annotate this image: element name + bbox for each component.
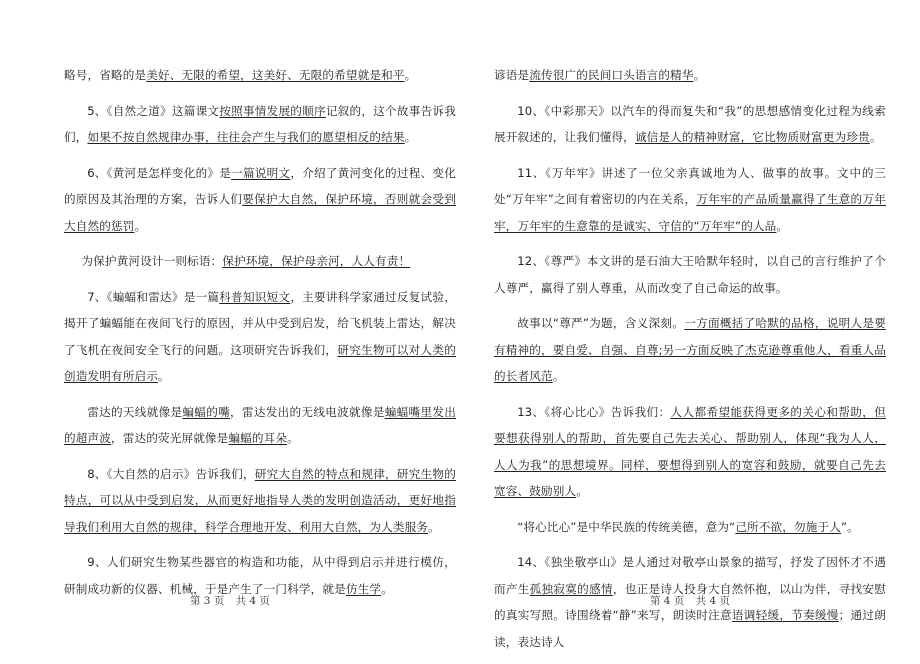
underlined-phrase: 科普知识短文 bbox=[219, 289, 291, 304]
paragraph bbox=[64, 98, 456, 151]
underlined-phrase: 蝙蝠的嘴 bbox=[182, 404, 231, 419]
paragraph bbox=[494, 98, 886, 151]
text-run: 。 bbox=[404, 130, 417, 144]
page-total: 共 4 页 bbox=[695, 595, 731, 607]
underlined-phrase: 蝙蝠的耳朵 bbox=[228, 431, 288, 445]
underlined-phrase: 流传很广的民间口头语言的精华 bbox=[529, 68, 694, 82]
text-run: ”。 bbox=[841, 519, 859, 534]
text-run: 。 bbox=[157, 369, 170, 383]
text-run: 。 bbox=[576, 484, 588, 498]
text-run: 。 bbox=[693, 68, 706, 82]
text-run: ，雷达发出的无线电波就像是 bbox=[230, 404, 385, 419]
underlined-phrase: 万年牢的产品质量赢得了生意的万年牢，万年牢的生意靠的是诚实、守信的“万年牢”的人品 bbox=[494, 192, 886, 233]
text-run: 。 bbox=[428, 519, 440, 534]
text-run: 7、《蝙蝠和雷达》是一篇 bbox=[87, 289, 220, 304]
text-column bbox=[494, 62, 886, 664]
text-run: 谚语是 bbox=[494, 68, 530, 82]
page-total: 共 4 页 bbox=[235, 595, 271, 607]
text-run: 。 bbox=[381, 581, 393, 596]
text-run: 记叙的，这个故事告诉我们， bbox=[64, 103, 456, 144]
paragraph bbox=[64, 399, 456, 452]
text-column bbox=[64, 62, 456, 611]
paragraph bbox=[494, 399, 886, 505]
text-run: 10、《中彩那天》以汽车的得而复失和“我”的思想感情变化过程为线索展开叙述的，让我们懂得， bbox=[494, 103, 886, 144]
underlined-phrase: 按照事情发展的顺序 bbox=[219, 103, 326, 118]
text-run: 。 bbox=[776, 218, 789, 233]
text-run: 5、《自然之道》这篇课文 bbox=[87, 103, 220, 118]
paragraph bbox=[64, 160, 456, 240]
text-run: 略号，省略的是 bbox=[64, 68, 147, 82]
underlined-phrase: 保护环境，保护母亲河，人人有责！ bbox=[222, 254, 411, 268]
text-run: 12、《尊严》本文讲的是石油大王哈默年轻时，以自己的言行维护了个人尊严，赢得了别人尊重，从而改变了自己命运的故事。 bbox=[494, 254, 886, 295]
text-run: “将心比心”是中华民族的传统美德，意为“ bbox=[517, 519, 736, 534]
paragraph bbox=[64, 248, 456, 275]
text-run: 。 bbox=[404, 68, 417, 82]
text-run: 14、《独坐敬亭山》是人通过对敬亭山景象的描写，抒发了因怀才不遇而产生 bbox=[494, 555, 886, 596]
underlined-phrase: 一方面概括了哈默的品格，说明人是要有精神的，要自爱、自强、自尊;另一方面反映了杰克逊尊重他人，看重人品的长者风范 bbox=[494, 316, 887, 383]
underlined-phrase: 如果不按自然规律办事，往往会产生与我们的愿望相反的结果 bbox=[87, 130, 405, 144]
text-run: ，也正是诗人投身大自然怀抱，以山为伴，寻找安慰的真实写照。诗围绕着“静”来写，朗读时注意 bbox=[494, 581, 887, 622]
text-run: 为保护黄河设计一则标语： bbox=[81, 254, 223, 268]
document-page-3 bbox=[0, 0, 460, 650]
text-run: 。 bbox=[287, 431, 299, 445]
paragraph bbox=[494, 160, 886, 240]
paragraph bbox=[64, 284, 456, 390]
underlined-phrase: 孤独寂寞的感情 bbox=[529, 581, 613, 596]
text-run: 6、《黄河是怎样变化的》是 bbox=[87, 165, 232, 180]
page-footer bbox=[460, 593, 920, 608]
text-run: 8、《大自然的启示》告诉我们， bbox=[87, 466, 255, 481]
underlined-phrase: 研究生物可以对人类的创造发明有所启示 bbox=[64, 342, 456, 383]
underlined-phrase: 蝙蝠嘴里发出的超声波 bbox=[64, 404, 457, 445]
text-run: ；通过朗读，表达诗人 bbox=[494, 608, 886, 649]
underlined-phrase: 语调轻缓，节奏缓慢 bbox=[731, 608, 839, 622]
text-run: 。 bbox=[552, 369, 565, 383]
text-run: 。 bbox=[134, 218, 147, 233]
text-run: 雷达的天线就像是 bbox=[87, 404, 183, 419]
paragraph bbox=[494, 514, 886, 541]
underlined-phrase: 己所不欲，勿施于人 bbox=[735, 519, 842, 534]
text-run: 9、人们研究生物某些器官的构造和功能，从中得到启示并进行模仿，研制成功新的仪器、机械，于是产生了一门科学，就是 bbox=[64, 555, 456, 596]
underlined-phrase: 一篇说明文 bbox=[231, 165, 291, 180]
underlined-phrase: 研究大自然的特点和规律，研究生物的特点，可以从中受到启发，从而更好地指导人类的发明创造活动，更好地指导我们利用大自然的规律，科学合理地开发、利用大自然，为人类服务 bbox=[64, 466, 456, 534]
underlined-phrase: 美好、无限的希望，这美好、无限的希望就是和平 bbox=[146, 68, 405, 82]
text-run: 13、《将心比心》告诉我们： bbox=[517, 404, 671, 419]
underlined-phrase: 要保护大自然，保护环境，否则就会受到大自然的惩罚 bbox=[64, 192, 456, 233]
paragraph bbox=[64, 461, 456, 541]
document-page-4 bbox=[460, 0, 920, 650]
paragraph bbox=[494, 248, 886, 301]
text-run: 。 bbox=[869, 130, 882, 144]
text-run: ，雷达的荧光屏就像是 bbox=[110, 431, 229, 445]
text-run: ，主要讲科学家通过反复试验，揭开了蝙蝠能在夜间飞行的原因，并从中受到启发，给飞机装上雷达，解决了飞机在夜间安全飞行的问题。这项研究告诉我们， bbox=[64, 289, 456, 357]
page-number: 第 4 页 bbox=[649, 595, 685, 607]
page-number: 第 3 页 bbox=[189, 595, 225, 607]
page-footer bbox=[0, 593, 460, 608]
underlined-phrase: 仿生学 bbox=[345, 581, 382, 596]
text-run: 故事以“尊严”为题，含义深刻。 bbox=[517, 316, 685, 330]
paragraph bbox=[494, 310, 886, 390]
underlined-phrase: 人人都希望能获得更多的关心和帮助，但要想获得别人的帮助，首先要自己先去关心、帮助别人，体现“我为人人，人人为我”的思想境界。同样，要想得到别人的宽容和鼓励，就要自己先去宽容、鼓励别人 bbox=[494, 404, 887, 498]
text-run: ，介绍了黄河变化的过程、变化的原因及其治理的方案，告诉人们 bbox=[64, 165, 456, 206]
underlined-phrase: 诚信是人的精神财富，它比物质财富更为珍贵 bbox=[634, 130, 870, 144]
paragraph bbox=[494, 62, 886, 89]
text-run: 11、《万年牢》讲述了一位父亲真诚地为人、做事的故事。文中的三处“万年牢”之间有着密切的内在关系， bbox=[494, 165, 886, 206]
paragraph bbox=[64, 62, 456, 89]
